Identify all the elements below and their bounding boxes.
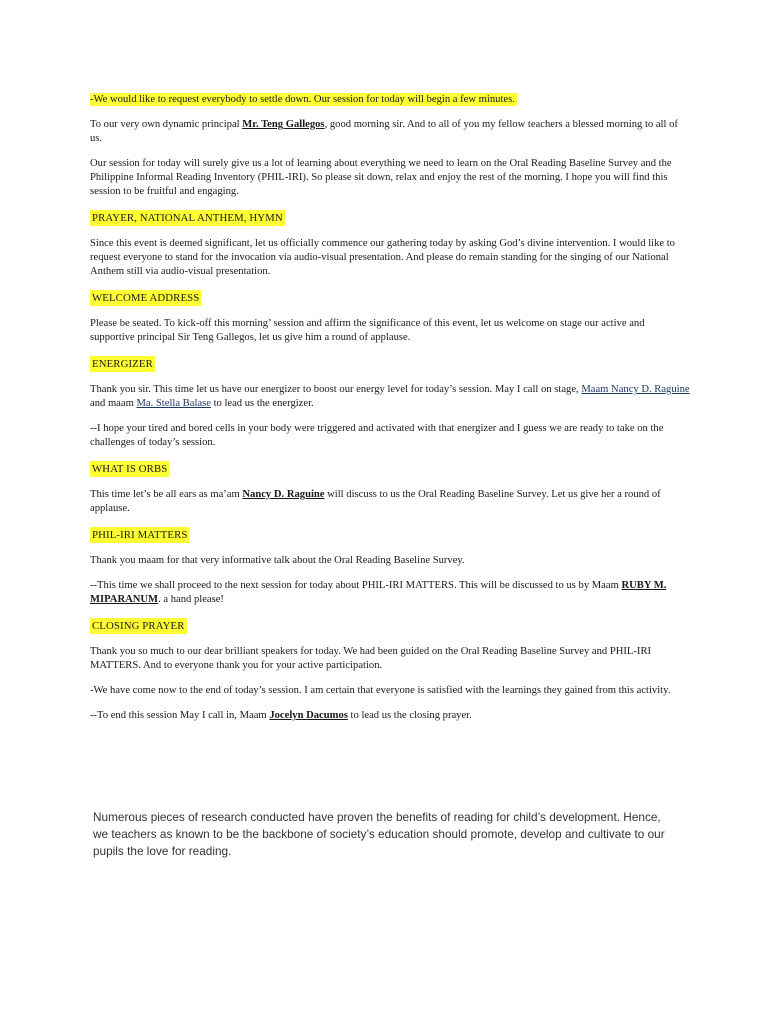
- prayer-paragraph: Since this event is deemed significant, let us officially commence our gathering today by asking God’s divine intervention. I would like to request everyone to stand for the invocation via audio-visual presentation. And please do remain standing for the singing of our National Anthem still via audio-visual presentation.: [90, 238, 675, 277]
- prayer-heading: PRAYER, NATIONAL ANTHEM, HYMN: [92, 212, 283, 224]
- philiri-paragraph: [90, 579, 690, 607]
- orbs-text-pre: This time let’s be all ears as ma’am: [90, 489, 243, 500]
- closing-call-paragraph: [90, 709, 690, 723]
- energizer-heading: ENERGIZER: [92, 358, 153, 370]
- closing-heading: CLOSING PRAYER: [92, 620, 185, 632]
- welcome-paragraph: Please be seated. To kick-off this morning’ session and affirm the significance of this event, let us welcome on stage our active and supportive principal Sir Teng Gallegos, let us give him a round of applause.: [90, 318, 645, 343]
- philiri-text-pre: --This time we shall proceed to the next session for today about PHIL-IRI MATTERS. This will be discussed to us by Maam: [90, 580, 622, 591]
- orbs-text-post: will discuss to us the Oral Reading Baseline Survey. Let us give her a round of applause.: [90, 489, 661, 514]
- greeting-text-post: , good morning sir. And to all of you my fellow teachers a blessed morning to all of us.: [90, 119, 678, 144]
- settle-highlight: -We would like to request everybody to settle down. Our session for today will begin a few minutes.: [90, 94, 515, 105]
- closing-prayer-leader-name: Jocelyn Dacumos: [269, 710, 348, 721]
- closing-end-paragraph: -We have come now to the end of today’s session. I am certain that everyone is satisfied with the learnings they gained from this activity.: [90, 685, 671, 696]
- energizer-name-2-link[interactable]: Ma. Stella Balase: [136, 398, 211, 409]
- orbs-speaker-name: Nancy D. Raguine: [242, 489, 325, 500]
- philiri-speaker-name: RUBY M. MIPARANUM: [90, 580, 667, 605]
- footer-paragraph: Numerous pieces of research conducted have proven the benefits of reading for child’s development. Hence, we teachers as known to be the backbone of society’s education should promote, develop and cultivate to our pupils the love for reading.: [93, 809, 665, 858]
- settle-paragraph: [90, 93, 690, 107]
- closing-call-text-post: to lead us the closing prayer.: [347, 710, 472, 721]
- philiri-thanks-paragraph: Thank you maam for that very informative talk about the Oral Reading Baseline Survey.: [90, 555, 465, 566]
- energizer-text-pre: Thank you sir. This time let us have our energizer to boost our energy level for today’s session. May I call on stage,: [90, 384, 582, 395]
- greeting-paragraph: [90, 118, 690, 146]
- orbs-heading: WHAT IS ORBS: [92, 463, 168, 475]
- energizer-followup-paragraph: --I hope your tired and bored cells in your body were triggered and activated with that energizer and I guess we are ready to take on the challenges of today’s session.: [90, 423, 664, 448]
- welcome-heading: WELCOME ADDRESS: [92, 292, 200, 304]
- energizer-text-post: to lead us the energizer.: [210, 398, 314, 409]
- document-body: [90, 93, 690, 734]
- energizer-paragraph: [90, 383, 690, 411]
- greeting-text-pre: To our very own dynamic principal: [90, 119, 243, 130]
- principal-name: Mr. Teng Gallegos: [242, 119, 325, 130]
- orbs-paragraph: [90, 488, 690, 516]
- philiri-heading: PHIL-IRI MATTERS: [92, 529, 188, 541]
- session-paragraph: Our session for today will surely give us a lot of learning about everything we need to learn on the Oral Reading Baseline Survey and the Philippine Informal Reading Inventory (PHIL-IRI). So please sit down, relax and enjoy the rest of the morning. I hope you will find this session to be fruitful and engaging.: [90, 158, 672, 197]
- energizer-name-1-link[interactable]: Maam Nancy D. Raguine: [581, 384, 690, 395]
- energizer-text-mid: and maam: [90, 398, 137, 409]
- closing-call-text-pre: --To end this session May I call in, Maam: [90, 710, 270, 721]
- philiri-text-post: . a hand please!: [158, 594, 224, 605]
- closing-thanks-paragraph: Thank you so much to our dear brilliant speakers for today. We had been guided on the Oral Reading Baseline Survey and PHIL-IRI MATTERS. And to everyone thank you for your active participation.: [90, 646, 652, 671]
